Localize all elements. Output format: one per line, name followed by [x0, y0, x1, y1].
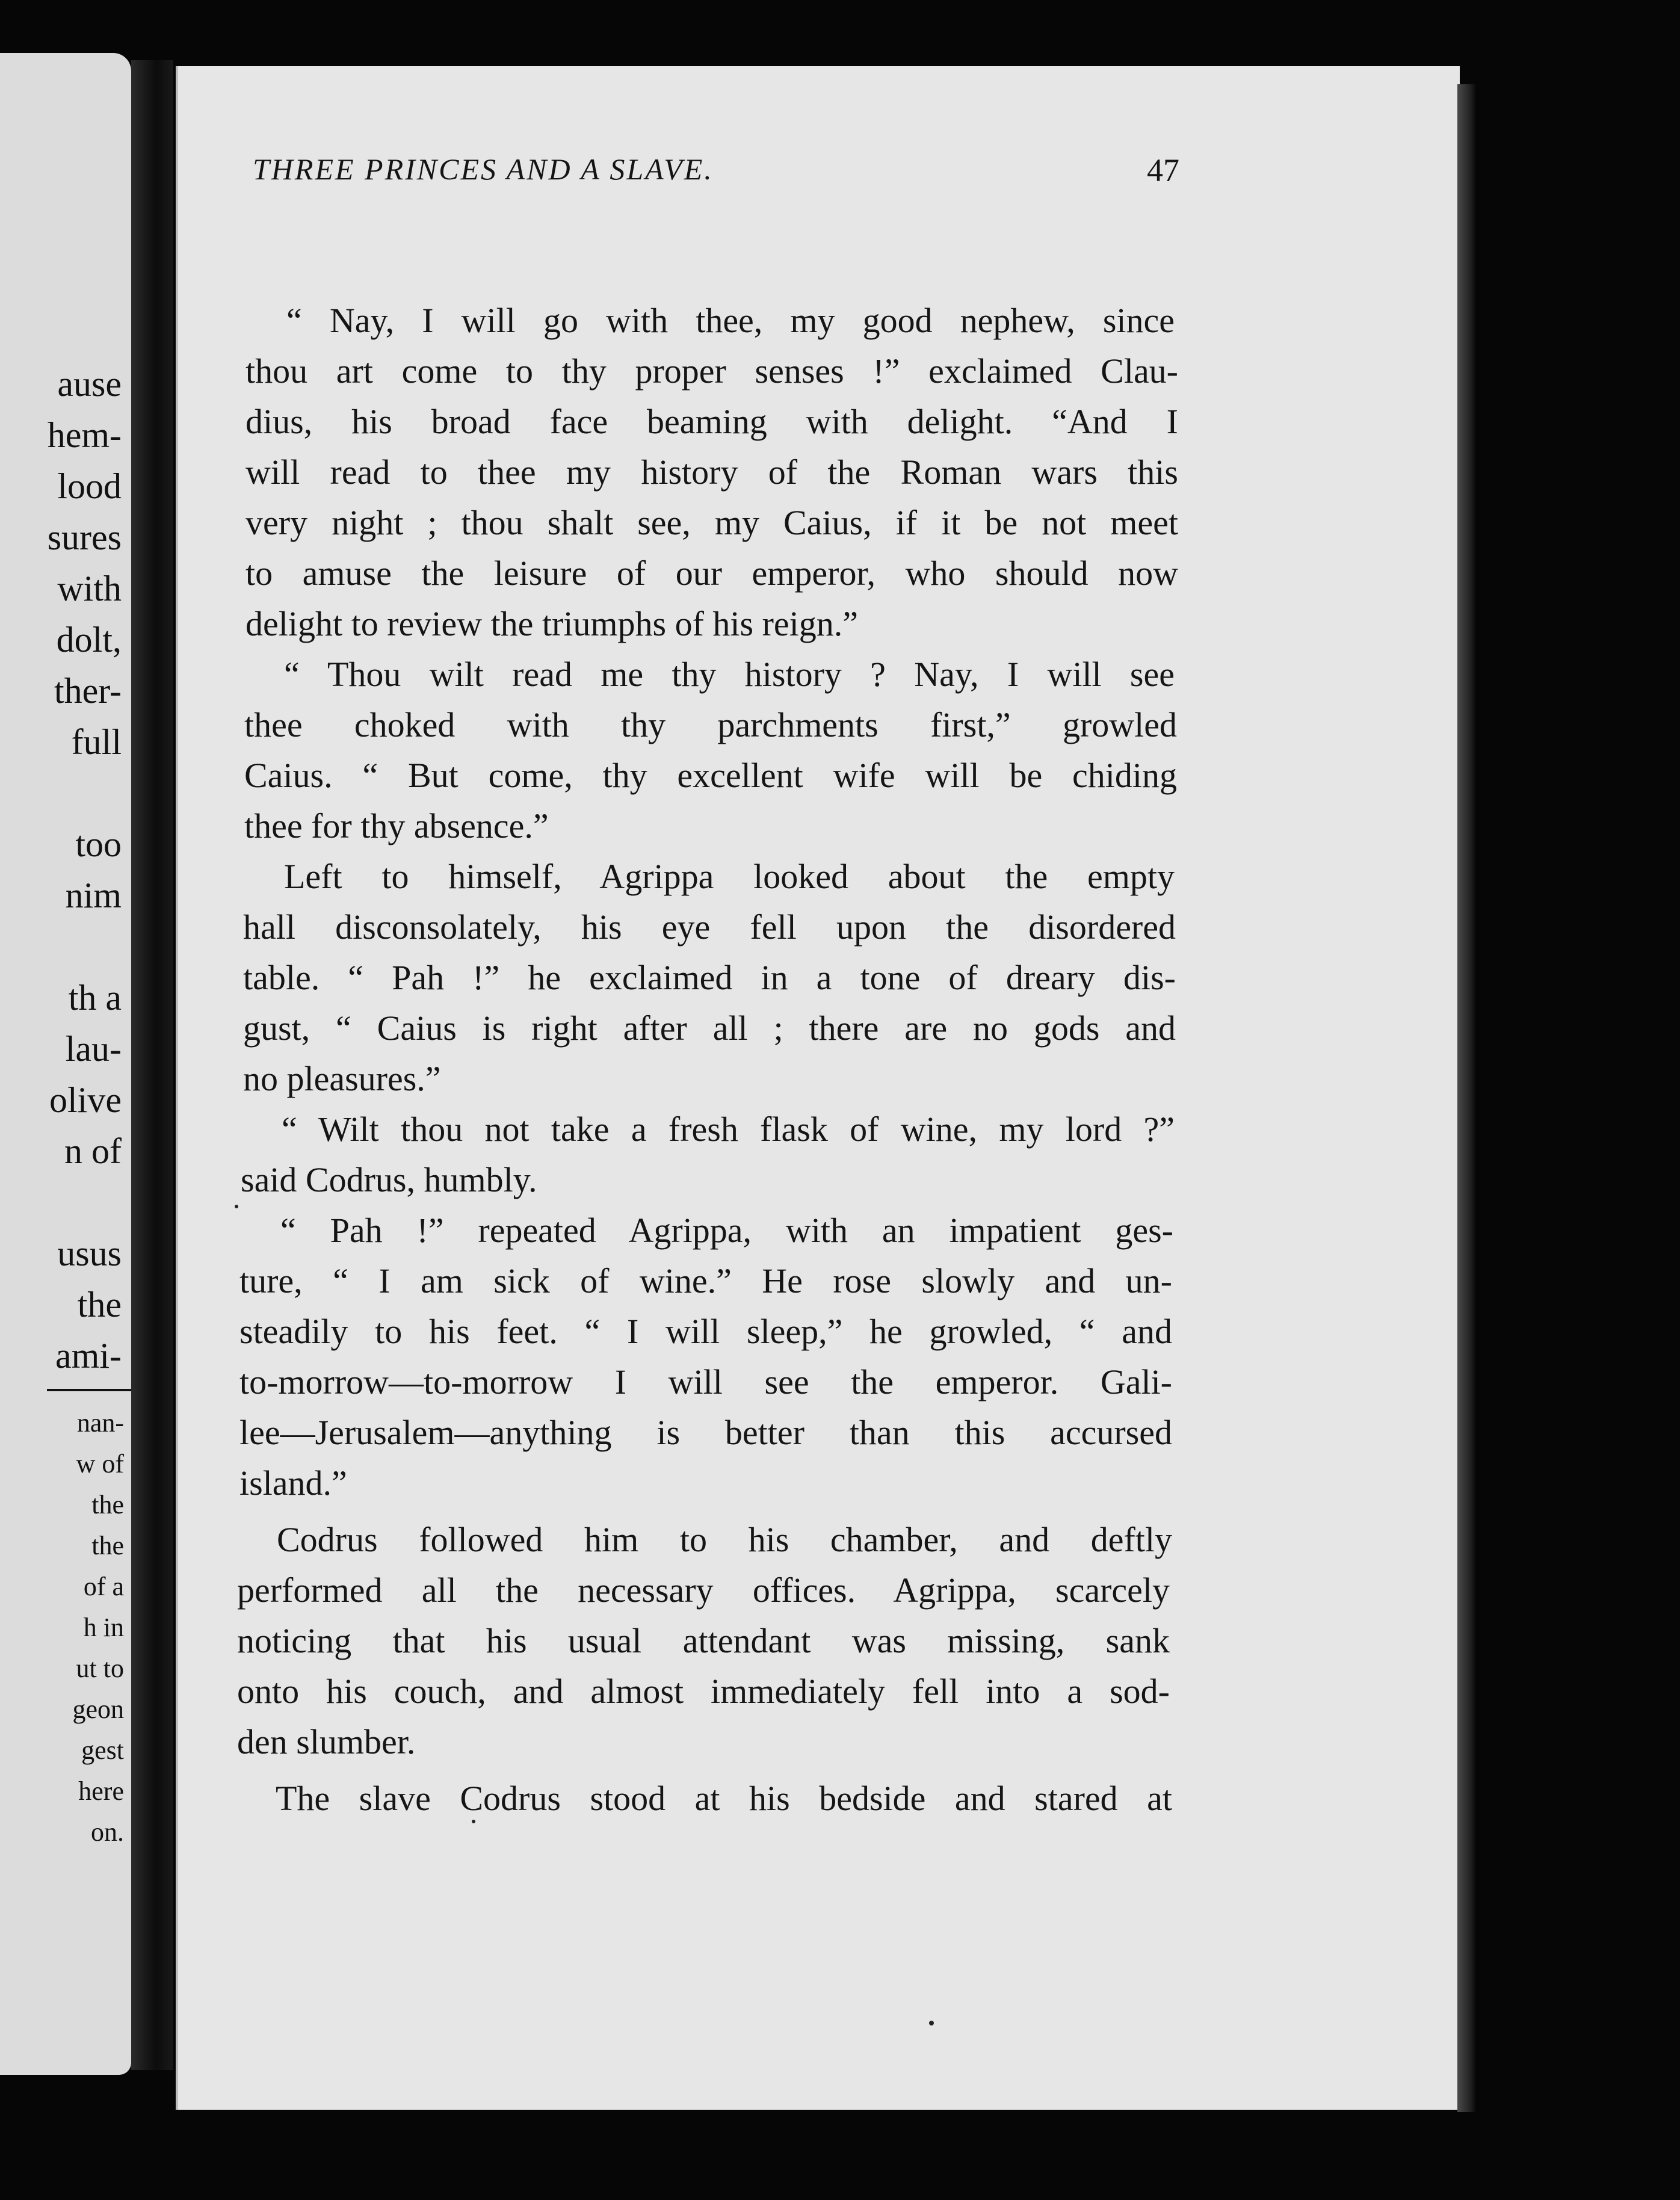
left-note-line: nan- [76, 1408, 124, 1438]
text-line: Left to himself, Agrippa looked about the empty [284, 857, 1175, 896]
left-note-line: w of [76, 1449, 124, 1479]
text-line: “ Nay, I will go with thee, my good nephew, since [286, 301, 1175, 340]
left-note-line: the [91, 1490, 124, 1519]
ink-speck [929, 2021, 934, 2025]
text-line: onto his couch, and almost immediately fell into a sod- [237, 1672, 1170, 1711]
text-line: island.” [239, 1463, 347, 1503]
left-note-line: here [78, 1776, 124, 1806]
text-line: noticing that his usual attendant was missing, sank [237, 1621, 1170, 1660]
text-line: gust, “ Caius is right after all ; there are no gods and [243, 1009, 1176, 1048]
left-note-line: ut to [76, 1654, 124, 1683]
left-line: lau- [65, 1029, 122, 1069]
left-line: usus [57, 1234, 122, 1273]
left-note-line: of a [83, 1572, 124, 1601]
text-line: very night ; thou shalt see, my Caius, if it be not meet [246, 503, 1178, 542]
text-line: den slumber. [237, 1722, 416, 1761]
text-line: will read to thee my history of the Roman wars this [246, 453, 1178, 492]
text-line: thou art come to thy proper senses !” exclaimed Clau- [246, 351, 1178, 391]
text-line: “ Wilt thou not take a fresh flask of wine, my lord ?” [282, 1110, 1175, 1149]
text-line: “ Pah !” repeated Agrippa, with an impatient ges- [280, 1211, 1173, 1250]
left-line: ami- [55, 1336, 122, 1376]
left-line: ther- [54, 671, 122, 711]
left-line: th a [68, 978, 122, 1018]
left-note-line: geon [72, 1695, 124, 1724]
left-line: sures [47, 518, 122, 557]
ink-speck [235, 1205, 238, 1208]
text-line: Caius. “ But come, thy excellent wife will be chiding [244, 756, 1177, 795]
text-line: said Codrus, humbly. [241, 1160, 537, 1199]
left-line: too [75, 824, 122, 864]
text-line: no pleasures.” [243, 1059, 441, 1098]
text-line: performed all the necessary offices. Agrippa, scarcely [237, 1571, 1170, 1610]
left-line: nim [65, 876, 122, 915]
left-line: olive [49, 1080, 122, 1120]
text-line: thee choked with thy parchments first,” growled [244, 705, 1177, 744]
text-line: Codrus followed him to his chamber, and deftly [277, 1520, 1172, 1559]
ink-speck [472, 1820, 475, 1823]
text-line: hall disconsolately, his eye fell upon the disordered [243, 907, 1176, 947]
text-line: to amuse the leisure of our emperor, who should now [246, 554, 1178, 593]
left-line: lood [57, 466, 122, 506]
left-note-line: the [91, 1531, 124, 1560]
left-line: full [71, 722, 122, 762]
text-line: lee—Jerusalem—anything is better than this accursed [239, 1413, 1172, 1452]
left-note-line: on. [91, 1817, 124, 1847]
text-line: thee for thy absence.” [244, 806, 549, 845]
text-line: dius, his broad face beaming with delight. “And I [246, 402, 1178, 441]
text-line: ture, “ I am sick of wine.” He rose slowly and un- [239, 1261, 1172, 1300]
text-line: to-morrow—to-morrow I will see the emperor. Gali- [239, 1362, 1172, 1401]
text-line: delight to review the triumphs of his reign.” [246, 604, 859, 643]
left-line: dolt, [56, 620, 122, 660]
left-line: n of [64, 1131, 122, 1171]
page-number: 47 [1147, 152, 1179, 188]
left-note-line: gest [81, 1735, 124, 1765]
text-line: “ Thou wilt read me thy history ? Nay, I will see [284, 655, 1175, 694]
text-line: table. “ Pah !” he exclaimed in a tone of dreary dis- [243, 958, 1176, 997]
left-line: with [57, 569, 122, 608]
left-note-line: h in [83, 1613, 124, 1642]
running-title: THREE PRINCES AND A SLAVE. [253, 152, 714, 186]
text-line: The slave Codrus stood at his bedside and stared at [276, 1779, 1172, 1818]
text-line: steadily to his feet. “ I will sleep,” he growled, “ and [239, 1312, 1172, 1351]
left-line: hem- [47, 415, 122, 455]
left-line: ause [57, 364, 122, 404]
left-line: the [77, 1285, 122, 1324]
